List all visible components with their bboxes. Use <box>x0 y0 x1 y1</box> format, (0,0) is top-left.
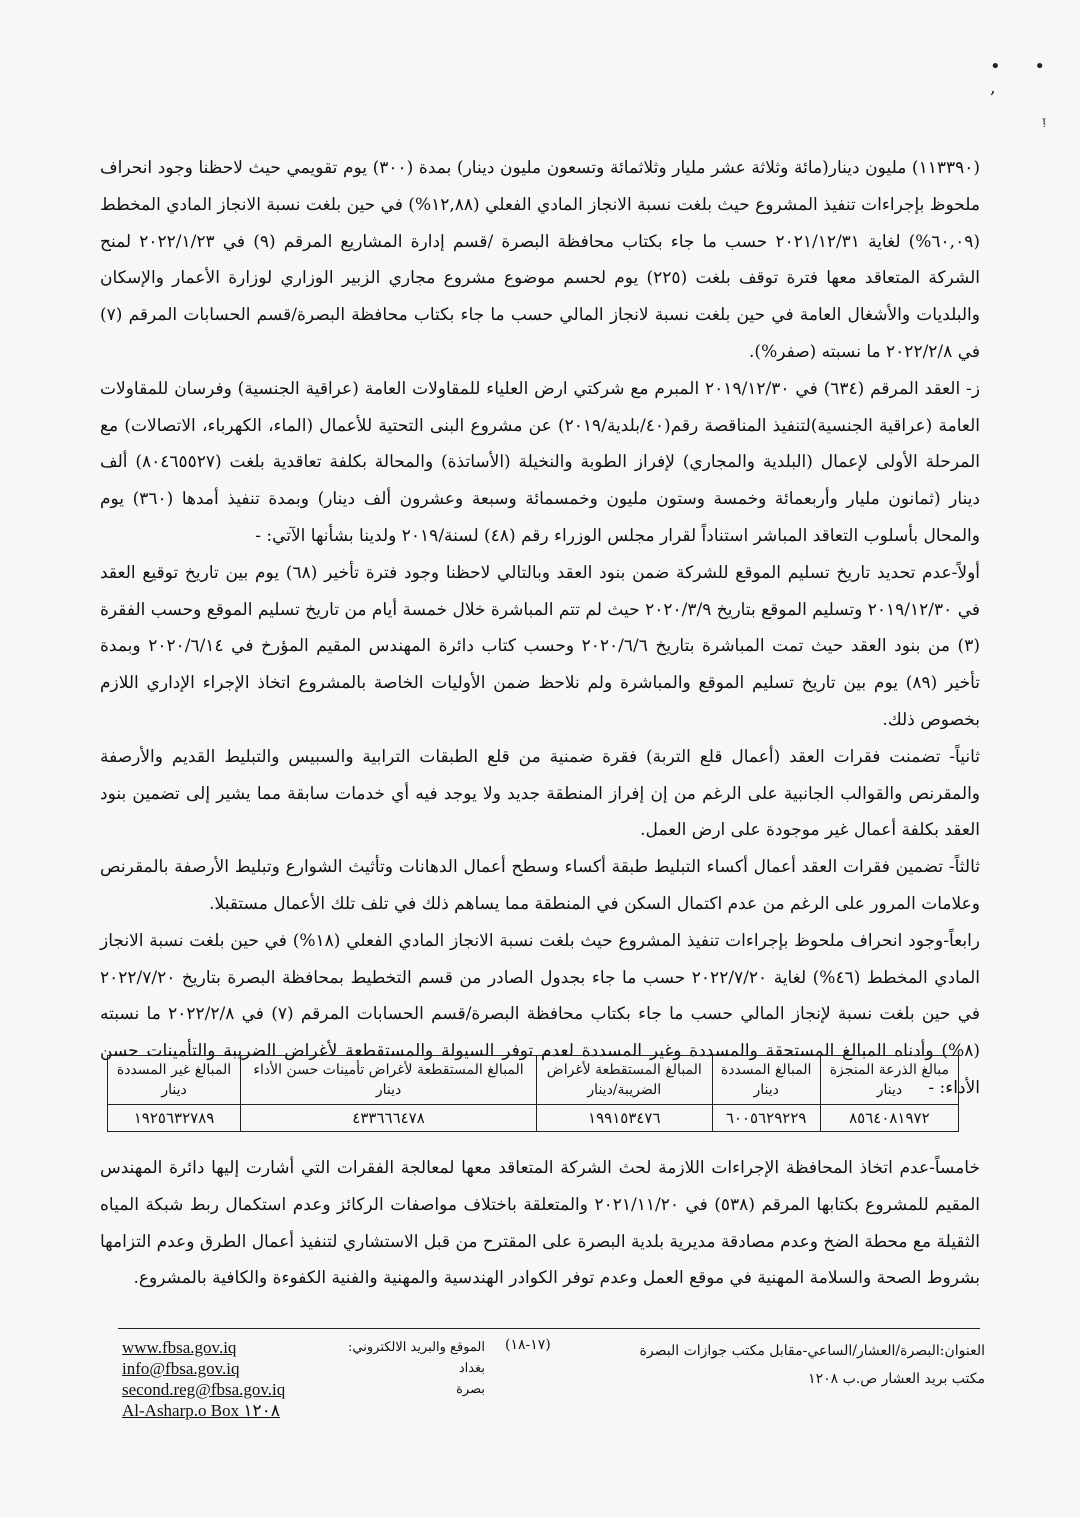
contact-label: الموقع والبريد الالكتروني: <box>348 1340 485 1355</box>
corner-mark: ᵎ <box>1042 112 1046 136</box>
paragraph-fourth: رابعاً-وجود انحراف ملحوظ بإجراءات تنفيذ المشروع حيث بلغت نسبة الانجاز المادي الفعلي (١٨%) في حين بلغت نسبة الانجاز المادي المخطط (٤٦%) لغاية ٢٠٢٢/٧/٢٠ حسب ما جاء بجدول الصادر من قسم التخطيط بمحافظة البصرة بتاريخ ٢٠٢٢/٧/٢٠ في حين بلغت نسبة لإنجاز المالي حسب ما جاء بكتاب محافظة البصرة/قسم الحسابات المرقم (٧) في ٢٠٢٢/٢/٨ ما نسبته (٨%) وأدناه المبالغ المستحقة والمسددة وغير المسددة لعدم توفر السيولة والمستقطعة لأغراض الضريبة والتأمينات حسن الأداء: - <box>100 930 981 1098</box>
table-header-row <box>108 1056 959 1105</box>
footer-contact-label <box>335 1337 485 1400</box>
header-paid-amounts: المبالغ المسددة دينار <box>712 1056 820 1105</box>
paragraph-third: ثالثاً- تضمين فقرات العقد أعمال أكساء التبليط طبقة أكساء وسطح أعمال الدهانات وتأثيث الشوارع وتبليط الأرصفة بالمقرنص وعلامات المرور على الرغم من عدم اكتمال السكن في المنطقة مما يساهم ذلك في تلف تلك الأعمال مستقبلا. <box>100 857 980 914</box>
paragraph-contract-z: ز- العقد المرقم (٦٣٤) في ٢٠١٩/١٢/٣٠ المبرم مع شركتي ارض العلياء للمقاولات العامة (عراقية الجنسية) وفرسان للمقاولات العامة (عراقية الجنسية)لتنفيذ المناقصة رقم(٤٠/بلدية/٢٠١٩) عن مشروع البنى التحتية للأعمال (الماء، الكهرباء، الاتصالات) مع المرحلة الأولى لإعمال (البلدية والمجاري) لإفراز الطوبة والنخيلة (الأساتذة) والمحالة بكلفة تعاقدية بلغت (٨٠٤٦٥٥٢٧) ألف دينار (ثمانون مليار وأربعمائة وخمسة وستون مليون وخمسمائة وسبعة وعشرون ألف دينار) وبمدة تنفيذ أمدها (٣٦٠) يوم والمحال بأسلوب التعاقد المباشر استناداً لقرار مجلس الوزراء رقم (٤٨) لسنة/٢٠١٩ ولدينا بشأنها الآتي: - <box>100 378 981 546</box>
cell-completed-amounts: ٨٥٦٤٠٨١٩٧٢ <box>820 1105 958 1132</box>
paragraph-fifth: خامساً-عدم اتخاذ المحافظة الإجراءات اللازمة لحث الشركة المتعاقد معها لمعالجة الفقرات التي أشارت إليها دائرة المهندس المقيم للمشروع بكتابها المرقم (٥٣٨) في ٢٠٢١/١١/٢٠ والمتعلقة باختلاف مواصفات الركائز وعدم استكمال ربط شبكة المياه الثقيلة مع محطة الضخ وعدم مصادقة مديرية بلدية البصرة على المقترح من قبل الاستشاري لتنفيذ أعمال الطرق وعدم التزامها بشروط الصحة والسلامة المهنية في موقع العمل وعدم توفر الكوادر الهندسية والمهنية والفنية الكفوءة والكافية بالمشروع. <box>100 1158 980 1289</box>
city-baghdad: بغداد <box>458 1361 485 1376</box>
footer-address <box>600 1337 985 1393</box>
email-second-link[interactable]: second.reg@fbsa.gov.iq <box>122 1380 286 1399</box>
amounts-table <box>107 1055 959 1132</box>
footer-contacts <box>122 1337 285 1421</box>
address-line-1: العنوان:البصرة/العشار/الساعي-مقابل مكتب جوازات البصرة <box>639 1343 985 1359</box>
footer-divider <box>118 1328 980 1329</box>
corner-dots: • • , <box>990 56 1059 98</box>
header-unpaid-amounts: المبالغ غير المسددة دينار <box>108 1056 241 1105</box>
cell-tax-deductions: ١٩٩١٥٣٤٧٦ <box>537 1105 713 1132</box>
table-row <box>108 1105 959 1132</box>
paragraph-intro: (١١٣٣٩٠) مليون دينار(مائة وثلاثة عشر مليار وثلاثمائة وتسعون مليون دينار) بمدة (٣٠٠) يوم تقويمي حيث لاحظنا وجود انحراف ملحوظ بإجراءات تنفيذ المشروع حيث بلغت نسبة الانجاز المادي الفعلي (١٢,٨٨%) في حين بلغت نسبة الانجاز المادي المخطط (٦٠,٠٩%) لغاية ٢٠٢١/١٢/٣١ حسب ما جاء بكتاب محافظة البصرة /قسم إدارة المشاريع المرقم (٩) في ٢٠٢٢/١/٢٣ لمنح الشركة المتعاقد معها فترة توقف بلغت (٢٢٥) يوم لحسم موضوع مشروع مجاري الزبير الوزاري لوزارة الأعمار والإسكان والبلديات والأشغال العامة في حين بلغت نسبة لانجاز المالي حسب ما جاء بكتاب محافظة البصرة/قسم الحسابات المرقم (٧) في ٢٠٢٢/٢/٨ ما نسبته (صفر%). <box>100 158 981 362</box>
header-completed-amounts: مبالغ الذرعة المنجزة دينار <box>820 1056 958 1105</box>
page-number: (١٧-١٨) <box>505 1337 551 1353</box>
paragraph-second: ثانياً- تضمنت فقرات العقد (أعمال قلع التربة) فقرة ضمنية من قلع الطبقات الترابية والسبيس والتبليط القديم والأرصفة والمقرنص والقوالب الجانبية على الرغم من إن إفراز المنطقة جديد ولا يوجد فيه أي خدمات سابقة مما يشير إلى تضمين بنود العقد بكلفة أعمال غير موجودة على ارض العمل. <box>100 746 980 841</box>
cell-performance-deductions: ٤٣٣٦٦٦٤٧٨ <box>241 1105 537 1132</box>
website-link[interactable]: www.fbsa.gov.iq <box>122 1338 237 1357</box>
address-line-2: مكتب بريد العشار ص.ب ١٢٠٨ <box>808 1371 985 1387</box>
city-basra: بصرة <box>456 1382 485 1397</box>
document-body-continued <box>100 1150 980 1297</box>
document-body <box>100 150 980 1107</box>
paragraph-first: أولاً-عدم تحديد تاريخ تسليم الموقع للشركة ضمن بنود العقد وبالتالي لاحظنا وجود فترة تأخير (٦٨) يوم بين تاريخ توقيع العقد في ٢٠١٩/١٢/٣٠ وتسليم الموقع بتاريخ ٢٠٢٠/٣/٩ حيث لم تتم المباشرة خلال خمسة أيام من تاريخ تسليم الموقع وحسب الفقرة (٣) من بنود العقد حيث تمت المباشرة بتاريخ ٢٠٢٠/٦/٦ وحسب كتاب دائرة المهندس المقيم المؤرخ في ٢٠٢٠/٦/١٤ وبمدة تأخير (٨٩) يوم بين تاريخ تسليم الموقع والمباشرة ولم نلاحظ ضمن الأوليات الخاصة بالمشروع اتخاذ الإجراء الإداري اللازم بخصوص ذلك. <box>99 562 980 730</box>
email-info-link[interactable]: info@fbsa.gov.iq <box>122 1359 240 1378</box>
header-tax-deductions: المبالغ المستقطعة لأغراض الضريبة/دينار <box>537 1056 713 1105</box>
header-performance-deductions: المبالغ المستقطعة لأغراض تأمينات حسن الأداء دينار <box>241 1056 537 1105</box>
cell-paid-amounts: ٦٠٠٥٦٢٩٢٢٩ <box>712 1105 820 1132</box>
cell-unpaid-amounts: ١٩٢٥٦٣٢٧٨٩ <box>108 1105 241 1132</box>
po-box: Al-Asharp.o Box ١٢٠٨ <box>122 1401 280 1420</box>
